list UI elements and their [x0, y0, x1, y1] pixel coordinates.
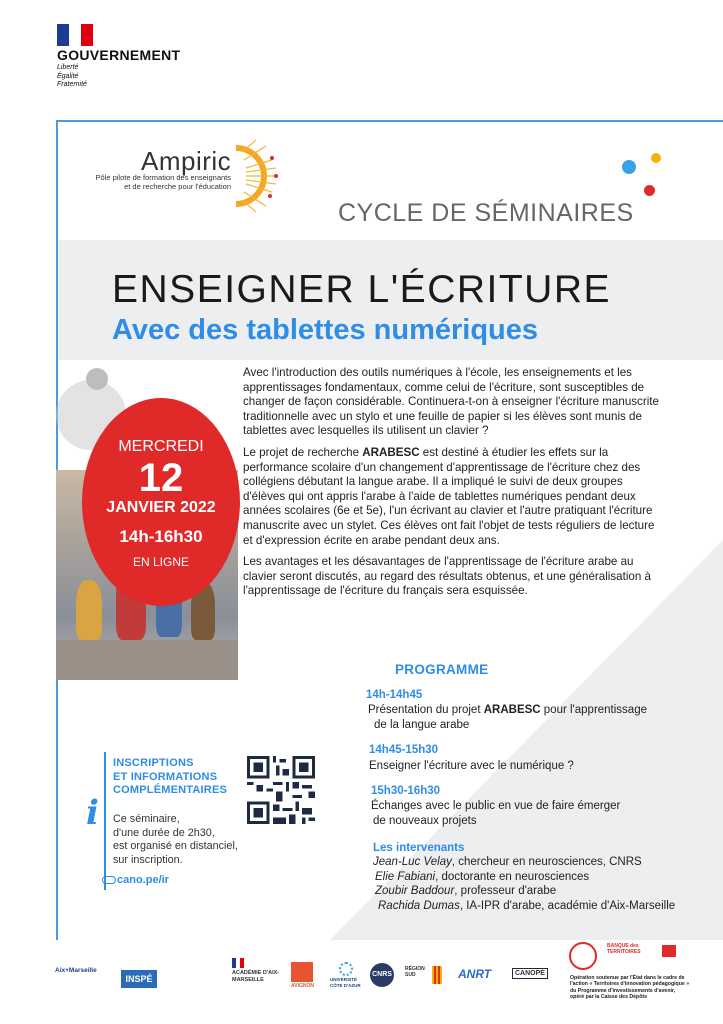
ampiric-sun-icon — [232, 136, 282, 216]
description-paragraph-1: Avec l'introduction des outils numériques à l'école, les enseignements et les apprentissages fondamentaux, comme celui de l'écriture, sont susceptibles de changer de façon considérable. Continuera-t-on à enseigner l'écriture manuscrite traditionnelle avec un stylo et une feuille de papier si les élèves sont munis de tablettes avec lesquelles ils utilisent un clavier ? — [243, 366, 659, 438]
date-mode: EN LIGNE — [132, 555, 189, 569]
programme-item-2: 14h45-15h30 Enseigner l'écriture avec le numérique ? — [369, 744, 574, 772]
description-paragraph-3: Les avantages et les désavantages de l'apprentissage de l'écriture arabe au clavier seront discutés, au regard des résultats obtenus, et une généralisation à l'apprentissage de l'écriture du français sera esquissée. — [243, 555, 651, 598]
date-day: 12 — [138, 456, 184, 500]
programme-heading: PROGRAMME — [395, 662, 489, 677]
ampiric-logo-name: Ampiric — [141, 146, 232, 176]
funding-note: Opération soutenue par l'État dans le cadre de l'action « Territoires d'innovation pédagogique » du Programme d'investissements d'avenir, opéré par la Caisse des Dépôts — [570, 975, 690, 1001]
registration-link[interactable]: cano.pe/ir — [117, 874, 169, 886]
info-icon: i — [86, 793, 99, 833]
description-paragraph-2: Le projet de recherche ARABESC est destiné à étudier les effets sur la performance scolaire d'un changement d'apprentissage de l'écriture chez des collégiens débutant la langue arabe. Il a impliqué le suivi de deux groupes d'élèves qui ont appris l'arabe à l'aide de tablettes numériques pendant deux années scolaires (6e et 5e), l'un écrivant au clavier et l'autre pratiquant l'écriture manuscrite avec un stylet. Ces élèves ont fait l'objet de tests réguliers de lecture et d'expression écrite en arabe pendant deux ans. — [243, 445, 655, 547]
inscriptions-heading: INSCRIPTIONS ET INFORMATIONS COMPLÉMENTAIRES — [113, 757, 228, 796]
cote-azur-logo: UNIVERSITÉ CÔTE D'AZUR — [330, 962, 362, 988]
anrt-logo: ANRT — [458, 967, 492, 981]
region-sud-logo: RÉGION SUD — [405, 966, 425, 978]
banque-territoires-logo: BANQUE des TERRITOIRES — [607, 943, 641, 955]
date-weekday: MERCREDI — [118, 438, 204, 455]
cnrs-logo: CNRS — [370, 963, 394, 987]
date-badge — [82, 398, 240, 606]
inspe-logo: INSPÉ — [121, 970, 157, 988]
region-sud-flag-icon — [432, 966, 442, 984]
subtitle: Avec des tablettes numériques — [112, 314, 539, 346]
aix-marseille-logo: Aix+Marseille — [55, 967, 97, 974]
frame-line-horizontal — [56, 120, 723, 122]
pia-seal-icon — [569, 942, 597, 970]
programme-item-3: 15h30-16h30 Échanges avec le public en vue de faire émerger de nouveaux projets — [371, 785, 621, 827]
french-flag-logo — [57, 24, 93, 46]
decorative-grey-dot — [86, 368, 108, 390]
inscriptions-divider — [104, 752, 106, 890]
government-motto: Liberté Égalité Fraternité — [57, 64, 87, 88]
speaker: Elie Fabiani, doctorante en neurosciences — [375, 870, 590, 883]
speaker: Jean-Luc Velay, chercheur en neurosciences, CNRS — [373, 856, 642, 868]
government-label: GOUVERNEMENT — [57, 47, 181, 63]
description — [243, 366, 663, 606]
main-title: ENSEIGNER L'ÉCRITURE — [112, 268, 612, 311]
avignon-logo: AVIGNON — [291, 962, 314, 989]
ampiric-tagline: Pôle pilote de formation des enseignants et de recherche pour l'éducation — [95, 173, 231, 191]
speakers-heading: Les intervenants — [373, 842, 465, 854]
date-month-year: JANVIER 2022 — [106, 499, 216, 516]
academie-logo: ACADÉMIE D'AIX-MARSEILLE — [232, 970, 280, 983]
link-icon — [102, 876, 116, 884]
speaker: Zoubir Baddour, professeur d'arabe — [375, 885, 557, 898]
canope-logo: CANOPÉ — [512, 968, 548, 979]
caisse-depots-icon — [662, 945, 676, 957]
date-time: 14h-16h30 — [119, 527, 203, 546]
programme-item-1: 14h-14h45 Présentation du projet ARABESC pour l'apprentissage de la langue arabe — [366, 689, 647, 731]
cycle-label: CYCLE DE SÉMINAIRES — [338, 199, 634, 227]
republique-flag-icon — [232, 958, 244, 968]
qr-code-icon[interactable] — [247, 756, 315, 824]
speakers-list — [373, 855, 675, 913]
speaker: Rachida Dumas, IA-IPR d'arabe, académie d'Aix-Marseille — [378, 899, 676, 912]
inscriptions-text: Ce séminaire, d'une durée de 2h30, est organisé en distanciel, sur inscription. — [113, 813, 238, 866]
